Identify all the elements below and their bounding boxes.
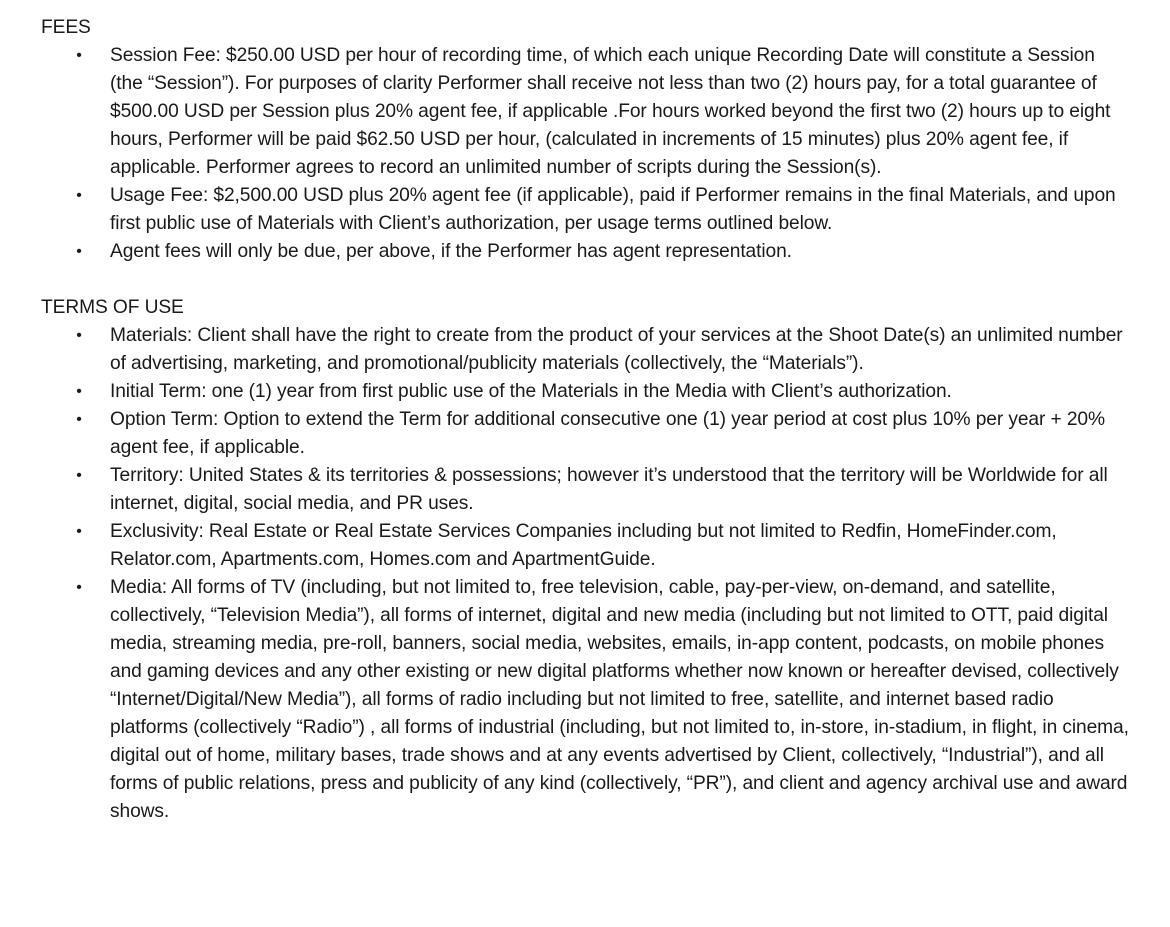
list-item-text: Materials: Client shall have the right to create from the product of your services at the Shoot Date(s) an unlimited number of advertising, marketing, and promotional/publicity materials (collectively, the “Materials”). xyxy=(110,325,1123,374)
terms-item-materials xyxy=(41,322,1131,378)
terms-item-territory xyxy=(41,462,1131,518)
terms-item-option-term xyxy=(41,406,1131,462)
section-spacer xyxy=(41,266,1131,294)
terms-of-use-heading: TERMS OF USE xyxy=(41,297,184,318)
fees-item-usage-fee xyxy=(41,182,1131,238)
bullet-icon: • xyxy=(76,579,82,596)
fees-item-session-fee xyxy=(41,42,1131,182)
contract-document xyxy=(41,14,1131,826)
terms-item-media xyxy=(41,574,1131,826)
list-item-text: Session Fee: $250.00 USD per hour of recording time, of which each unique Recording Date will constitute a Session (the “Session”). For purposes of clarity Performer shall receive not less than two (2) hours pay, for a total guarantee of $500.00 USD per Session plus 20% agent fee, if applicable .For hours worked beyond the first two (2) hours up to eight hours, Performer will be paid $62.50 USD per hour, (calculated in increments of 15 minutes) plus 20% agent fee, if applicable. Performer agrees to record an unlimited number of scripts during the Session(s). xyxy=(110,45,1111,178)
bullet-icon: • xyxy=(76,327,82,344)
terms-list xyxy=(41,322,1131,826)
list-item-text: Usage Fee: $2,500.00 USD plus 20% agent fee (if applicable), paid if Performer remains in the final Materials, and upon first public use of Materials with Client’s authorization, per usage terms outlined below. xyxy=(110,185,1116,234)
bullet-icon: • xyxy=(76,243,82,260)
bullet-icon: • xyxy=(76,187,82,204)
bullet-icon: • xyxy=(76,383,82,400)
bullet-icon: • xyxy=(76,467,82,484)
list-item-text: Initial Term: one (1) year from first public use of the Materials in the Media with Client’s authorization. xyxy=(110,381,952,402)
list-item-text: Agent fees will only be due, per above, if the Performer has agent representation. xyxy=(110,241,792,262)
terms-item-initial-term xyxy=(41,378,1131,406)
fees-list xyxy=(41,42,1131,266)
list-item-text: Territory: United States & its territories & possessions; however it’s understood that the territory will be Worldwide for all internet, digital, social media, and PR uses. xyxy=(110,465,1108,514)
fees-heading: FEES xyxy=(41,17,91,38)
terms-item-exclusivity xyxy=(41,518,1131,574)
list-item-text: Option Term: Option to extend the Term for additional consecutive one (1) year period at cost plus 10% per year + 20% agent fee, if applicable. xyxy=(110,409,1105,458)
bullet-icon: • xyxy=(76,411,82,428)
bullet-icon: • xyxy=(76,523,82,540)
bullet-icon: • xyxy=(76,47,82,64)
fees-item-agent-fees xyxy=(41,238,1131,266)
list-item-text: Exclusivity: Real Estate or Real Estate Services Companies including but not limited to Redfin, HomeFinder.com, Relator.com, Apartments.com, Homes.com and ApartmentGuide. xyxy=(110,521,1057,570)
list-item-text: Media: All forms of TV (including, but not limited to, free television, cable, pay-per-view, on-demand, and satellite, collectively, “Television Media”), all forms of internet, digital and new media (including but not limited to OTT, paid digital media, streaming media, pre-roll, banners, social media, websites, emails, in-app content, podcasts, on mobile phones and gaming devices and any other existing or new digital platforms whether now known or hereafter devised, collectively “Internet/Digital/New Media”), all forms of radio including but not limited to free, satellite, and internet based radio platforms (collectively “Radio”) , all forms of industrial (including, but not limited to, in-store, in-stadium, in flight, in cinema, digital out of home, military bases, trade shows and at any events advertised by Client, collectively, “Industrial”), and all forms of public relations, press and publicity of any kind (collectively, “PR”), and client and agency archival use and award shows. xyxy=(110,577,1129,822)
